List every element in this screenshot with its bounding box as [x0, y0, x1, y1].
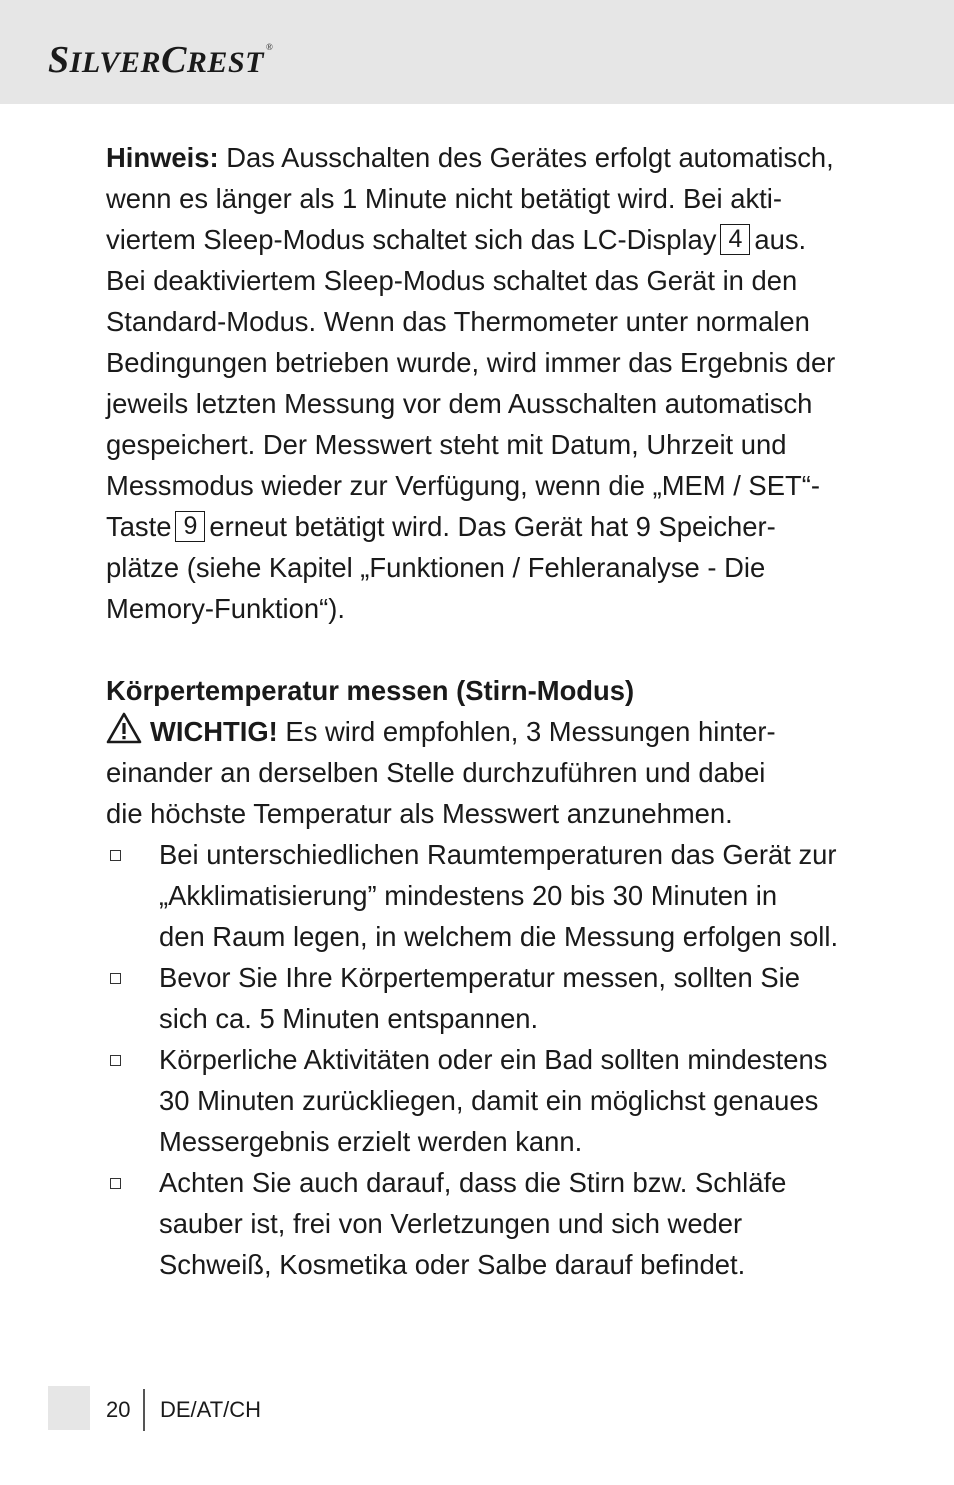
note-label: Hinweis:: [106, 142, 219, 173]
note-paragraph: Hinweis: Das Ausschalten des Gerätes erfolgt automatisch, wenn es länger als 1 Minute nicht betätigt wird. Bei akti- viertem Sleep-Modus schaltet sich das LC-Display 4 aus. Bei deaktiviertem Sleep-Modus schaltet das Gerät in den Standard-Modus. Wenn das Thermometer unter normalen Bedingungen betrieben wurde, wird immer das Ergebnis der jeweils letzten Messung vor dem Ausschalten automatisch gespeichert. Der Messwert steht mit Datum, Uhrzeit und Messmodus wieder zur Verfügung, wenn die „MEM / SET“- Taste 9 erneut betätigt wird. Das Gerät hat 9 Speicher- plätze (siehe Kapitel „Funktionen / Fehleranalyse - Die Memory-Funktion“).: [106, 142, 836, 624]
checkbox-square-icon: [110, 850, 121, 861]
checkbox-square-icon: [110, 1055, 121, 1066]
footer-divider: [143, 1389, 145, 1431]
ref-number-4: 4: [720, 224, 750, 255]
checkbox-square-icon: [110, 973, 121, 984]
footer-marker: [48, 1386, 90, 1430]
checkbox-square-icon: [110, 1178, 121, 1189]
list-item: Bevor Sie Ihre Körpertemperatur messen, sollten Sie sich ca. 5 Minuten entspannen.: [106, 957, 866, 1039]
section-heading: Körpertemperatur messen (Stirn-Modus): [106, 675, 635, 706]
list-item: Bei unterschiedlichen Raumtemperaturen das Gerät zur „Akklimatisierung” mindestens 20 bis 30 Minuten in den Raum legen, in welchem die Messung erfolgen soll.: [106, 834, 866, 957]
page-content: [106, 137, 866, 1285]
ref-number-9: 9: [175, 511, 205, 542]
list-item: Körperliche Aktivitäten oder ein Bad sollten mindestens 30 Minuten zurückliegen, damit ein möglichst genaues Messergebnis erzielt werden kann.: [106, 1039, 866, 1162]
page-number: 20: [106, 1397, 131, 1422]
brand-logo: SILVERCREST ®: [48, 39, 274, 81]
region-label: DE/AT/CH: [160, 1397, 262, 1422]
warning-label: WICHTIG!: [150, 716, 278, 747]
warning-icon: [106, 712, 142, 744]
list-item: Achten Sie auch darauf, dass die Stirn bzw. Schläfe sauber ist, frei von Verletzungen und sich weder Schweiß, Kosmetika oder Salbe darauf befindet.: [106, 1162, 866, 1285]
section-forehead-mode: Körpertemperatur messen (Stirn-Modus) WICHTIG! Es wird empfohlen, 3 Messungen hinter- einander an derselben Stelle durchzuführen und dabei die höchste Temperatur als Messwert anzunehmen. Bei unterschiedlichen Raumtemperaturen das Gerät zur „Akklimatisierung” mindestens 20 bis 30 Minuten in den Raum legen, in welchem die Messung erfolgen soll. Bevor Sie Ihre Körpertemperatur messen, sollten Sie sich ca. 5 Minuten entspannen. Körperliche Aktivitäten oder ein Bad sollten mindestens 30 Minuten zurückliegen, damit ein möglichst genaues Messergebnis erzielt werden kann. Achten Sie auch darauf, dass die Stirn bzw. Schläfe sauber ist, frei von Verletzungen und sich weder Schweiß, Kosmetika oder Salbe darauf befindet.: [106, 670, 866, 1285]
